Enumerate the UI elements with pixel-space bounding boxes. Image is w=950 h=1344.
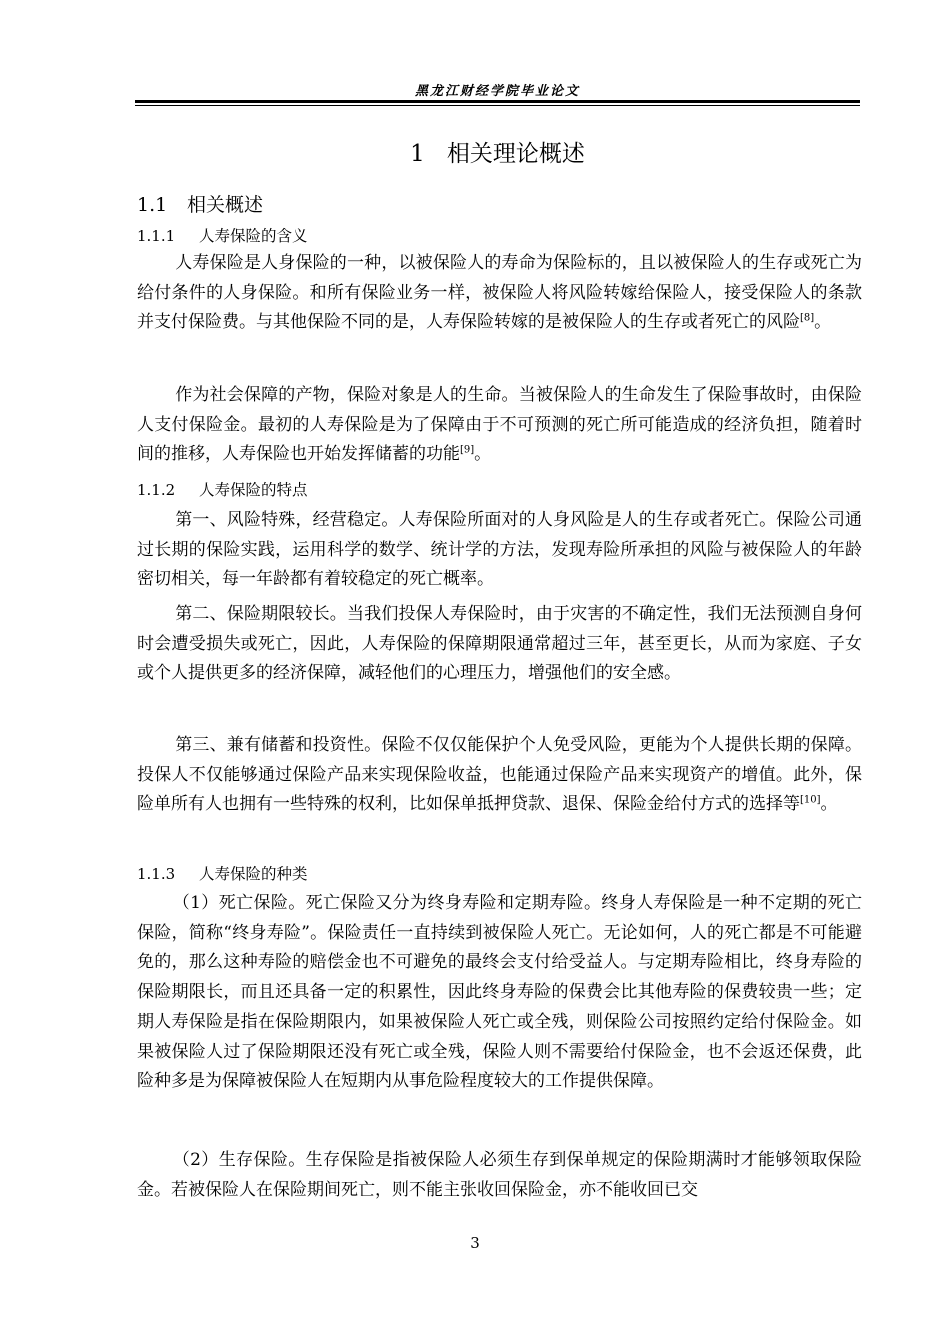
header-rule-thin <box>135 105 860 106</box>
paragraph-end: 。 <box>820 794 838 815</box>
section-number: 1.1.3 <box>137 865 176 883</box>
paragraph-social-security <box>137 381 862 470</box>
paragraph-definition <box>137 249 862 338</box>
section-title: 人寿保险的含义 <box>199 227 308 245</box>
running-header-title: 黑龙江财经学院毕业论文 <box>414 84 580 99</box>
citation-ref: [9] <box>460 444 475 456</box>
section-heading-1-1 <box>137 190 263 217</box>
section-title: 人寿保险的特点 <box>199 481 308 499</box>
paragraph-end: 。 <box>474 444 492 465</box>
header-rule-thick <box>135 100 860 103</box>
citation-ref: [10] <box>800 794 821 806</box>
paragraph-text: 作为社会保障的产物，保险对象是人的生命。当被保险人的生命发生了保险事故时，由保险人支付保险金。最初的人寿保险是为了保障由于不可预测的死亡所可能造成的经济负担，随着时间的推移，人寿保险也开始发挥储蓄的功能 <box>137 385 862 465</box>
paragraph-feature-two: 第二、保险期限较长。当我们投保人寿保险时，由于灾害的不确定性，我们无法预测自身何时会遭受损失或死亡，因此，人寿保险的保障期限通常超过三年，甚至更长，从而为家庭、子女或个人提供更多的经济保障，减轻他们的心理压力，增强他们的安全感。 <box>137 604 862 684</box>
paragraph-text: 第三、兼有储蓄和投资性。保险不仅仅能保护个人免受风险，更能为个人提供长期的保障。投保人不仅能够通过保险产品来实现保险收益，也能通过保险产品来实现资产的增值。此外，保险单所有人也拥有一些特殊的权利，比如保单抵押贷款、退保、保险金给付方式的选择等 <box>137 735 862 815</box>
paragraph-survival-insurance: （2）生存保险。生存保险是指被保险人必须生存到保单规定的保险期满时才能够领取保险金。若被保险人在保险期间死亡，则不能主张收回保险金，亦不能收回已交 <box>137 1150 862 1200</box>
section-number: 1.1.2 <box>137 481 176 499</box>
section-heading-1-1-2 <box>137 478 308 500</box>
section-number: 1.1.1 <box>137 227 176 245</box>
paragraph-text: 人寿保险是人身保险的一种，以被保险人的寿命为保险标的，且以被保险人的生存或死亡为给付条件的人身保险。和所有保险业务一样，被保险人将风险转嫁给保险人，接受保险人的条款并支付保险费。与其他保险不同的是，人寿保险转嫁的是被保险人的生存或者死亡的风险 <box>137 253 862 333</box>
chapter-title-text: 相关理论概述 <box>446 141 585 167</box>
paragraph-feature-one: 第一、风险特殊，经营稳定。人寿保险所面对的人身风险是人的生存或者死亡。保险公司通过长期的保险实践，运用科学的数学、统计学的方法，发现寿险所承担的风险与被保险人的年龄密切相关，每一年龄都有着较稳定的死亡概率。 <box>137 510 862 590</box>
section-title: 相关概述 <box>187 194 264 216</box>
section-heading-1-1-3 <box>137 862 308 884</box>
chapter-title <box>135 135 860 168</box>
section-number: 1.1 <box>137 194 168 216</box>
paragraph-end: 。 <box>814 312 832 333</box>
section-title: 人寿保险的种类 <box>199 865 308 883</box>
citation-ref: [8] <box>800 312 815 324</box>
chapter-number: 1 <box>410 141 425 167</box>
paragraph-death-insurance: （1）死亡保险。死亡保险又分为终身寿险和定期寿险。终身人寿保险是一种不定期的死亡保险，简称“终身寿险”。保险责任一直持续到被保险人死亡。无论如何，人的死亡都是不可能避免的，那么这种寿险的赔偿金也不可避免的最终会支付给受益人。与定期寿险相比，终身寿险的保险期限长，而且还具备一定的积累性，因此终身寿险的保费会比其他寿险的保费较贵一些；定期人寿保险是指在保险期限内，如果被保险人死亡或全残，则保险公司按照约定给付保险金。如果被保险人过了保险期限还没有死亡或全残，保险人则不需要给付保险金，也不会返还保费，此险种多是为保障被保险人在短期内从事危险程度较大的工作提供保障。 <box>137 893 862 1092</box>
page-number: 3 <box>470 1234 480 1252</box>
section-heading-1-1-1 <box>137 224 308 246</box>
paragraph-feature-three <box>137 731 862 820</box>
